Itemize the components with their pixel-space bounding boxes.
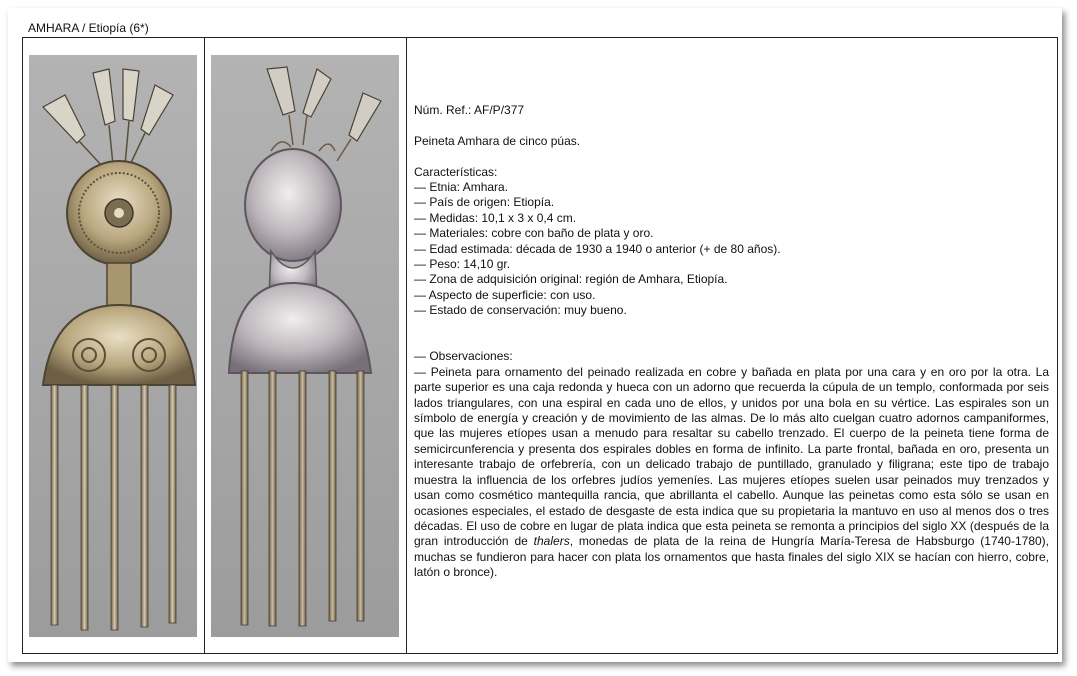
observations-paragraph: [414, 365, 1049, 581]
comb-front-image: [29, 55, 197, 637]
features-heading: Características:: [414, 164, 498, 179]
observations-italic-term: thalers: [533, 534, 570, 549]
comb-back-image: [211, 55, 399, 637]
item-title: Peineta Amhara de cinco púas.: [414, 133, 581, 148]
observations-text-2: , monedas de plata de la reina de Hungría María-Teresa de Habsburgo (1740-1780), muchas se fundieron para hacer con plata los ornamentos que hasta finales del siglo XIX se hacían con hierro, cobre, latón o bronce).: [414, 534, 1049, 580]
document-header: AMHARA / Etiopía (6*): [28, 21, 149, 35]
feature-item: — Medidas: 10,1 x 3 x 0,4 cm.: [414, 210, 577, 225]
comb-back-photo: [211, 55, 399, 637]
feature-item: — Zona de adquisición original: región de Amhara, Etiopía.: [414, 272, 728, 287]
feature-item: — Aspecto de superficie: con uso.: [414, 287, 596, 302]
description-cell: [407, 38, 1057, 653]
feature-item: — Estado de conservación: muy bueno.: [414, 303, 627, 318]
observations-text-1: — Peineta para ornamento del peinado realizada en cobre y bañada en plata por una cara y en oro por la otra. La parte superior es una caja redonda y hueca con un adorno que recuerda la cúpula de un templo, conformada por seis lados triangulares, con una espiral en cada uno de ellos, y unidos por una bola en su vértice. Las espirales son un símbolo de energía y creación y de movimiento de las almas. De lo más alto cuelgan cuatro adornos campaniformes, que las mujeres etíopes usan a menudo para resaltar su cabello trenzado. El cuerpo de la peineta tiene forma de semicircunferencia y presenta dos espirales dobles en forma de infinito. La parte frontal, bañada en oro, presenta un interesante trabajo de orfebrería, con un delicado trabajo de puntillado, granulado y filigrana; este tipo de trabajo muestra la influencia de los orfebres judíos yemeníes. Las mujeres etíopes suelen usar peinados muy trenzados y usan como cosmético mantequilla rancia, que abrillanta el cabello. Aunque las peinetas como esta sólo se usan en ocasiones especiales, el estado de desgaste de esta indica que su propietaria la mantuvo en uso al menos dos o tres décadas. El uso de cobre en lugar de plata indica que esta peineta se remonta a principios del siglo XX (después de la gran introducción de: [414, 364, 1049, 549]
feature-item: — País de origen: Etiopía.: [414, 195, 555, 210]
observations-heading: — Observaciones:: [414, 349, 513, 364]
description-text: [414, 103, 1049, 581]
feature-item: — Peso: 14,10 gr.: [414, 257, 511, 272]
feature-item: — Edad estimada: década de 1930 a 1940 o anterior (+ de 80 años).: [414, 241, 781, 256]
reference-number: Núm. Ref.: AF/P/377: [414, 103, 525, 117]
feature-item: — Materiales: cobre con baño de plata y oro.: [414, 226, 654, 241]
feature-item: — Etnia: Amhara.: [414, 180, 509, 194]
back-photo-cell: [205, 38, 407, 653]
comb-front-photo: [29, 55, 197, 637]
catalog-table: [22, 37, 1058, 654]
front-photo-cell: [23, 38, 205, 653]
